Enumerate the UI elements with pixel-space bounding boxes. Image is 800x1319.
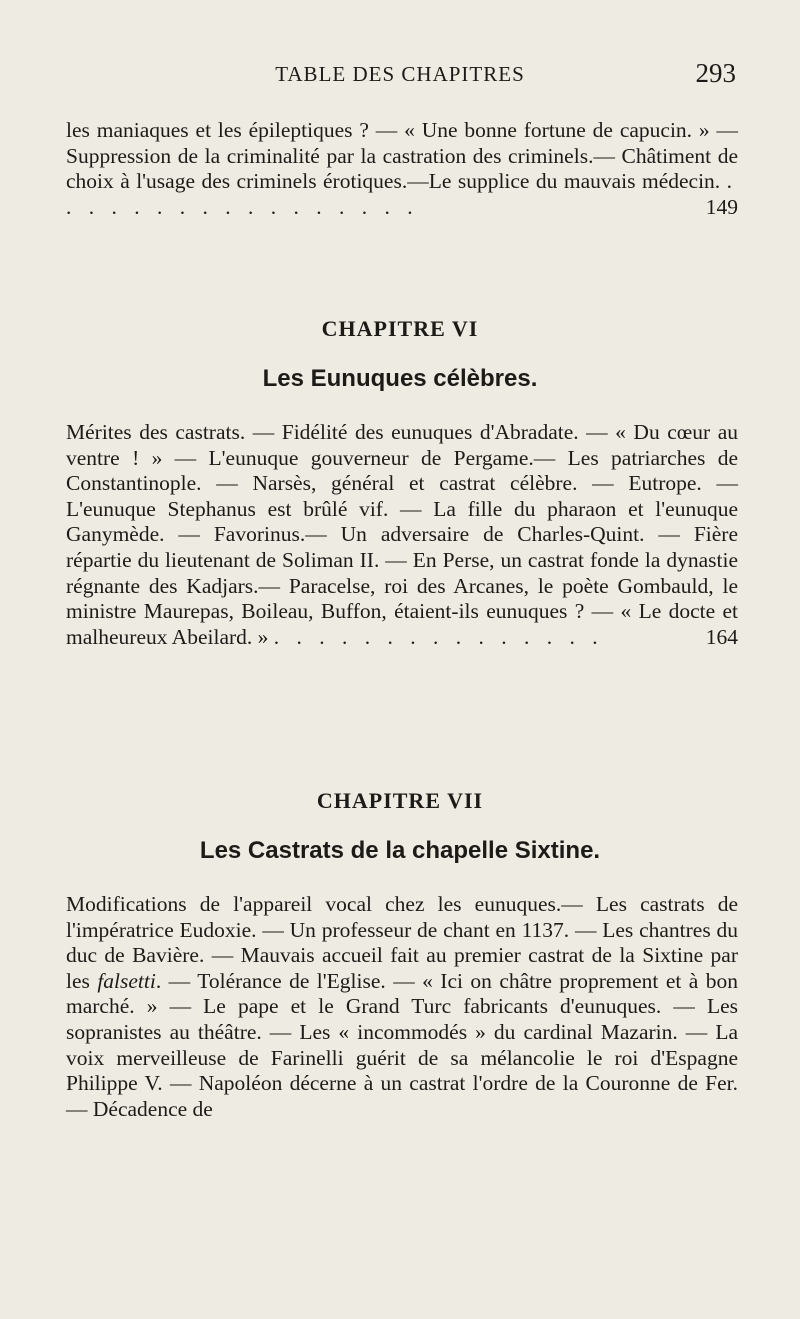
- toc-entry-page: 149: [705, 194, 738, 219]
- page-number: 293: [695, 58, 736, 88]
- running-head: [0, 58, 800, 98]
- chapter-summary-text: Mérites des castrats. — Fidélité des eunuques d'Abradate. — « Du cœur au ventre ! » — L'eunuque gouverneur de Pergame.— Les patriarches de Constantinople. — Narsès, général et castrat célèbre. — Eutrope. — L'eunuque Stephanus est brûlé vif. — La fille du pharaon et l'eunuque Ganymède. — Favorinus.— Un adversaire de Charles-Quint. — Fière répartie du lieutenant de Soliman II. — En Perse, un castrat fonde la dynastie régnante des Kadjars.— Paracelse, roi des Arcanes, le poète Gombauld, le ministre Maurepas, Boileau, Buffon, étaient-ils eunuques ? — « Le docte et malheureux Abeilard. »: [66, 420, 738, 649]
- dot-leaders: . . . . . . . . . . . . . . .: [273, 624, 604, 649]
- chapter-summary-text-continued: . — Tolérance de l'Eglise. — « Ici on châtre proprement et à bon marché. » — Le pape et le Grand Turc fabricants d'eunuques. — Les sopranistes au théâtre. — Les « incommodés » du cardinal Mazarin. — La voix merveilleuse de Farinelli guérit de sa mélancolie le roi d'Espagne Philippe V. — Napoléon décerne à un castrat l'ordre de la Couronne de Fer. — Décadence de: [66, 968, 738, 1121]
- chapter-heading: CHAPITRE VI: [321, 316, 479, 341]
- chapter-title: Les Eunuques célèbres.: [262, 365, 538, 392]
- dot-leaders: . . . . . . . . . . . . . . . . .: [66, 169, 738, 219]
- toc-entry-text: les maniaques et les épileptiques ? — « Une bonne fortune de capucin. » — Suppression de la criminalité par la castration des criminels.— Châtiment de choix à l'usage des criminels érotiques.—Le supplice du mauvais médecin.: [66, 118, 738, 194]
- chapter-summary: [66, 420, 738, 650]
- chapter-page: 164: [705, 624, 738, 649]
- chapter-heading: CHAPITRE VII: [316, 788, 484, 813]
- chapter-summary-text: Modifications de l'appareil vocal chez les eunuques.— Les castrats de l'impératrice Eudoxie. — Un professeur de chant en 1137. — Les chantres du duc de Bavière. — Mauvais accueil fait au premier castrat de la Sixtine par les: [66, 892, 738, 993]
- chapter-summary-italic: falsetti: [97, 968, 156, 993]
- chapter-summary: [66, 892, 738, 1122]
- toc-entry-continuation: [66, 118, 738, 220]
- running-title: TABLE DES CHAPITRES: [275, 62, 525, 86]
- chapter-title: Les Castrats de la chapelle Sixtine.: [199, 837, 601, 864]
